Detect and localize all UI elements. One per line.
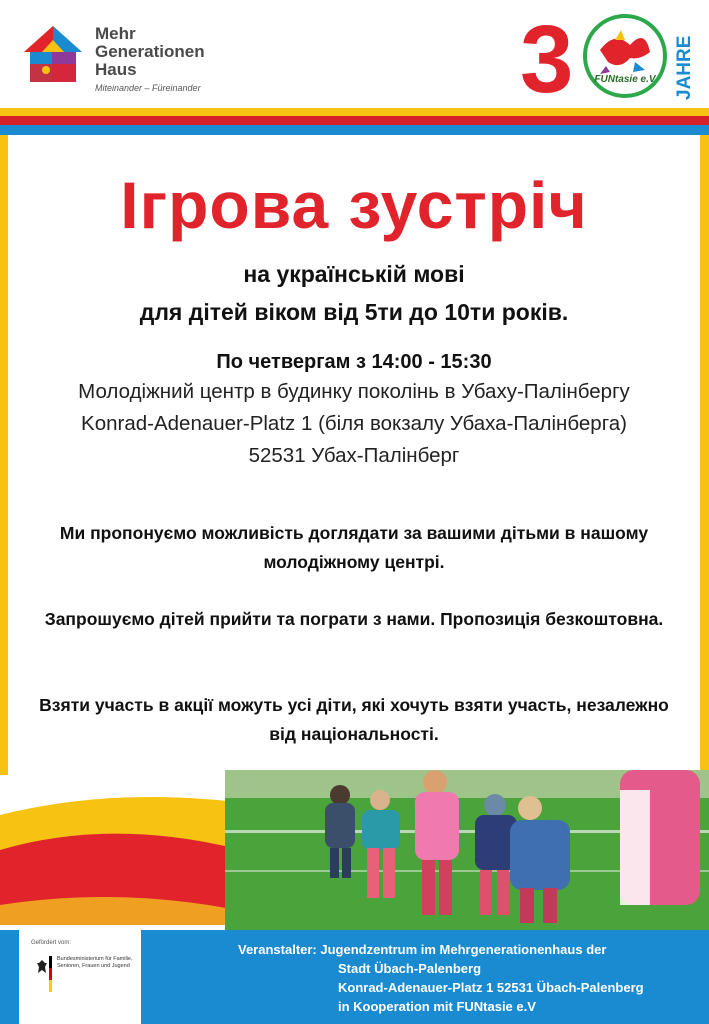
paragraph-participation: Взяти участь в акції можуть усі діти, які хочуть взяти участь, незалежно від національності. bbox=[39, 695, 669, 744]
organizer-line2: Stadt Übach-Palenberg bbox=[338, 961, 482, 976]
frame-left bbox=[0, 135, 8, 775]
jahre-label: JAHRE bbox=[674, 35, 695, 100]
mehrgenerationenhaus-logo bbox=[22, 24, 84, 86]
frame-right bbox=[700, 135, 709, 775]
schedule: По четвергам з 14:00 - 15:30 bbox=[216, 351, 492, 373]
decorative-swoosh bbox=[0, 775, 260, 925]
government-funding-block bbox=[19, 930, 141, 1024]
children-playing-photo bbox=[225, 770, 709, 930]
logo-line1: Mehr bbox=[95, 24, 136, 43]
organizer-line4: in Kooperation mit FUNtasie e.V bbox=[338, 999, 536, 1014]
paragraph-care: Ми пропонуємо можливість доглядати за вашими дітьми в нашому молодіжному центрі. bbox=[59, 523, 649, 572]
main-content bbox=[8, 135, 700, 775]
organizer-line3: Konrad-Adenauer-Platz 1 52531 Übach-Palenberg bbox=[338, 980, 644, 995]
federal-eagle-icon bbox=[37, 960, 47, 974]
subtitle-age: для дітей віком від 5ти до 10ти років. bbox=[139, 299, 569, 325]
german-flag-icon bbox=[49, 956, 52, 992]
address-line2: Konrad-Adenauer-Platz 1 (біля вокзалу Убаха-Палінберга) bbox=[81, 412, 627, 435]
band-yellow bbox=[0, 108, 709, 116]
funtasie-label: FUNtasie e.V bbox=[594, 74, 656, 85]
logo-line3: Haus bbox=[95, 60, 137, 79]
page-title: Ігрова зустріч bbox=[120, 168, 588, 242]
address-line1: Молодіжний центр в будинку поколінь в Убаху-Палінбергу bbox=[78, 380, 630, 403]
gov-ministry-name: Bundesministerium für Familie, Senioren, Frauen und Jugend bbox=[57, 956, 133, 969]
logo-tagline: Miteinander – Füreinander bbox=[95, 83, 201, 93]
organizer-info bbox=[238, 940, 708, 1016]
subtitle-language: на українській мові bbox=[243, 261, 465, 287]
gov-caption: Gefördert vom: bbox=[31, 940, 72, 946]
logo-line2: Generationen bbox=[95, 42, 205, 61]
band-red bbox=[0, 116, 709, 125]
funtasie-30-logo bbox=[520, 10, 705, 105]
address-line3: 52531 Убах-Палінберг bbox=[248, 444, 460, 467]
header bbox=[0, 0, 709, 108]
band-blue bbox=[0, 125, 709, 135]
organizer-line1: Veranstalter: Jugendzentrum im Mehrgenerationenhaus der bbox=[238, 942, 607, 957]
paragraph-invite: Запрошуємо дітей прийти та пограти з нами. Пропозиція безкоштовна. bbox=[44, 609, 664, 629]
logo-text bbox=[95, 25, 205, 93]
anniversary-digit: 3 bbox=[520, 10, 574, 105]
